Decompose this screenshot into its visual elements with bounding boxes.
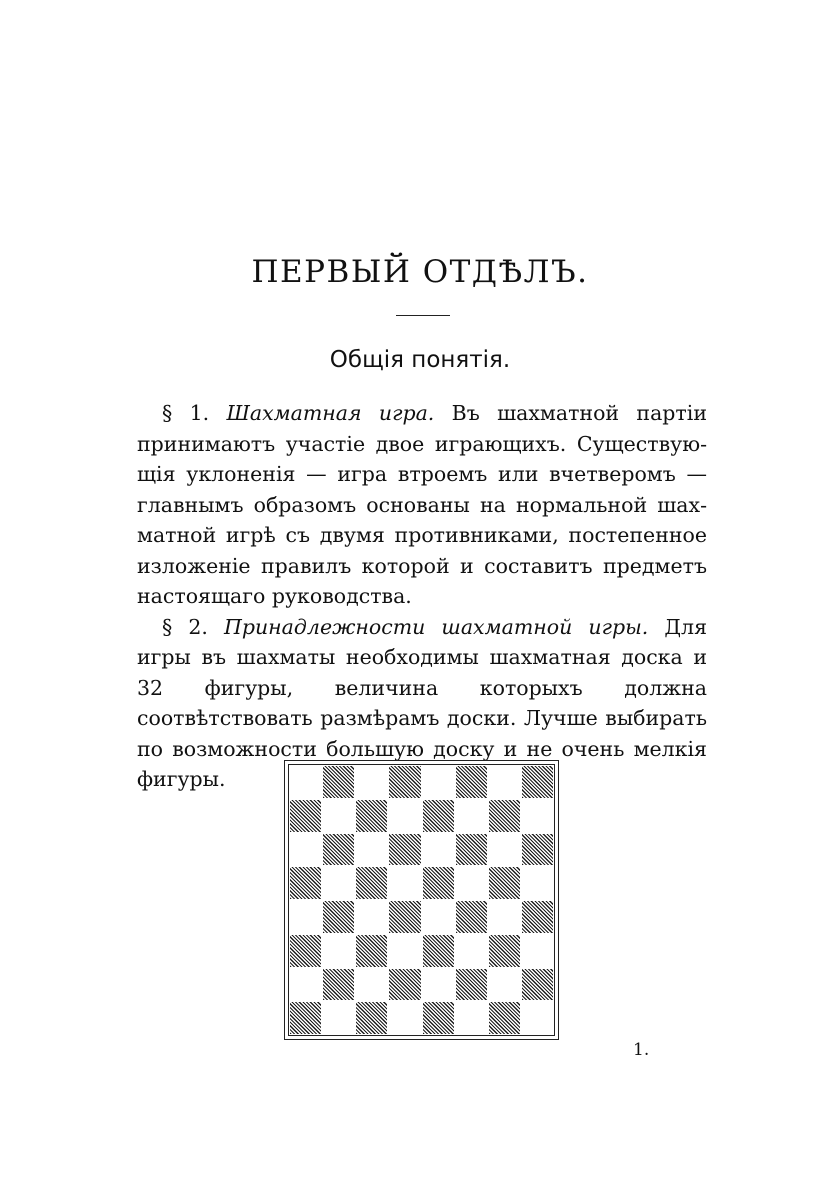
dark-square <box>489 1002 520 1034</box>
light-square <box>488 765 521 799</box>
light-square <box>388 866 421 900</box>
dark-square <box>423 867 454 899</box>
light-square <box>422 900 455 934</box>
dark-square <box>356 935 387 967</box>
dark-square <box>356 1002 387 1034</box>
light-square <box>322 866 355 900</box>
dark-square <box>423 1002 454 1034</box>
light-square <box>455 934 488 968</box>
light-square <box>289 900 322 934</box>
dark-square <box>389 834 420 866</box>
section-heading: Общія понятія. <box>329 347 511 373</box>
light-square <box>422 968 455 1002</box>
dark-square <box>423 800 454 832</box>
light-square <box>289 765 322 799</box>
page-number: 1. <box>633 1040 650 1060</box>
dark-square <box>522 766 553 798</box>
dark-square <box>423 935 454 967</box>
dark-square <box>456 834 487 866</box>
light-square <box>289 833 322 867</box>
paragraph-1-heading: Шахматная игра. <box>226 401 435 425</box>
dark-square <box>389 766 420 798</box>
paragraph-1-number: § 1. <box>162 401 210 425</box>
body-text <box>137 398 707 795</box>
light-square <box>521 934 554 968</box>
light-square <box>355 900 388 934</box>
light-square <box>355 833 388 867</box>
dark-square <box>489 935 520 967</box>
dark-square <box>290 867 321 899</box>
light-square <box>388 799 421 833</box>
light-square <box>322 799 355 833</box>
light-square <box>322 1001 355 1035</box>
dark-square <box>290 1002 321 1034</box>
light-square <box>521 1001 554 1035</box>
chessboard-figure <box>284 760 559 1040</box>
light-square <box>355 968 388 1002</box>
paragraph-2-number: § 2. <box>162 614 208 639</box>
paragraph-2-heading: Принадлежности шахматной игры. <box>223 614 649 639</box>
dark-square <box>290 800 321 832</box>
light-square <box>455 866 488 900</box>
dark-square <box>522 901 553 933</box>
dark-square <box>323 766 354 798</box>
light-square <box>322 934 355 968</box>
dark-square <box>522 834 553 866</box>
dark-square <box>356 867 387 899</box>
light-square <box>455 799 488 833</box>
light-square <box>488 968 521 1002</box>
dark-square <box>456 901 487 933</box>
dark-square <box>456 766 487 798</box>
light-square <box>289 968 322 1002</box>
light-square <box>488 833 521 867</box>
light-square <box>388 934 421 968</box>
chessboard-grid <box>288 764 555 1036</box>
light-square <box>455 1001 488 1035</box>
dark-square <box>356 800 387 832</box>
page-title: ПЕРВЫЙ ОТДѢЛЪ. <box>251 254 589 290</box>
paragraph-1 <box>137 398 707 612</box>
light-square <box>422 833 455 867</box>
dark-square <box>290 935 321 967</box>
dark-square <box>323 901 354 933</box>
dark-square <box>323 834 354 866</box>
light-square <box>521 866 554 900</box>
light-square <box>388 1001 421 1035</box>
paragraph-2-text: Для игры въ шахматы необходимы шахматная доска и 32 фигуры, величина которыхъ должна соотвѣтствовать размѣрамъ доски. Лучше выбирать по возможности большую доску и не очень мелкія фигуры. <box>137 614 707 791</box>
light-square <box>488 900 521 934</box>
dark-square <box>389 901 420 933</box>
dark-square <box>489 800 520 832</box>
dark-square <box>456 969 487 1001</box>
dark-square <box>389 969 420 1001</box>
light-square <box>521 799 554 833</box>
paragraph-1-text: Въ шахматной партіи принимаютъ участіе двое играющихъ. Существующія уклоненія — игра втроемъ или вчетверомъ — главнымъ образомъ основаны на нормальной шахматной игрѣ съ двумя противниками, постепенное изложеніе правилъ которой и составитъ предметъ настоящаго руководства. <box>137 401 707 608</box>
dark-square <box>489 867 520 899</box>
dark-square <box>323 969 354 1001</box>
title-divider <box>396 315 450 316</box>
light-square <box>422 765 455 799</box>
light-square <box>355 765 388 799</box>
dark-square <box>522 969 553 1001</box>
